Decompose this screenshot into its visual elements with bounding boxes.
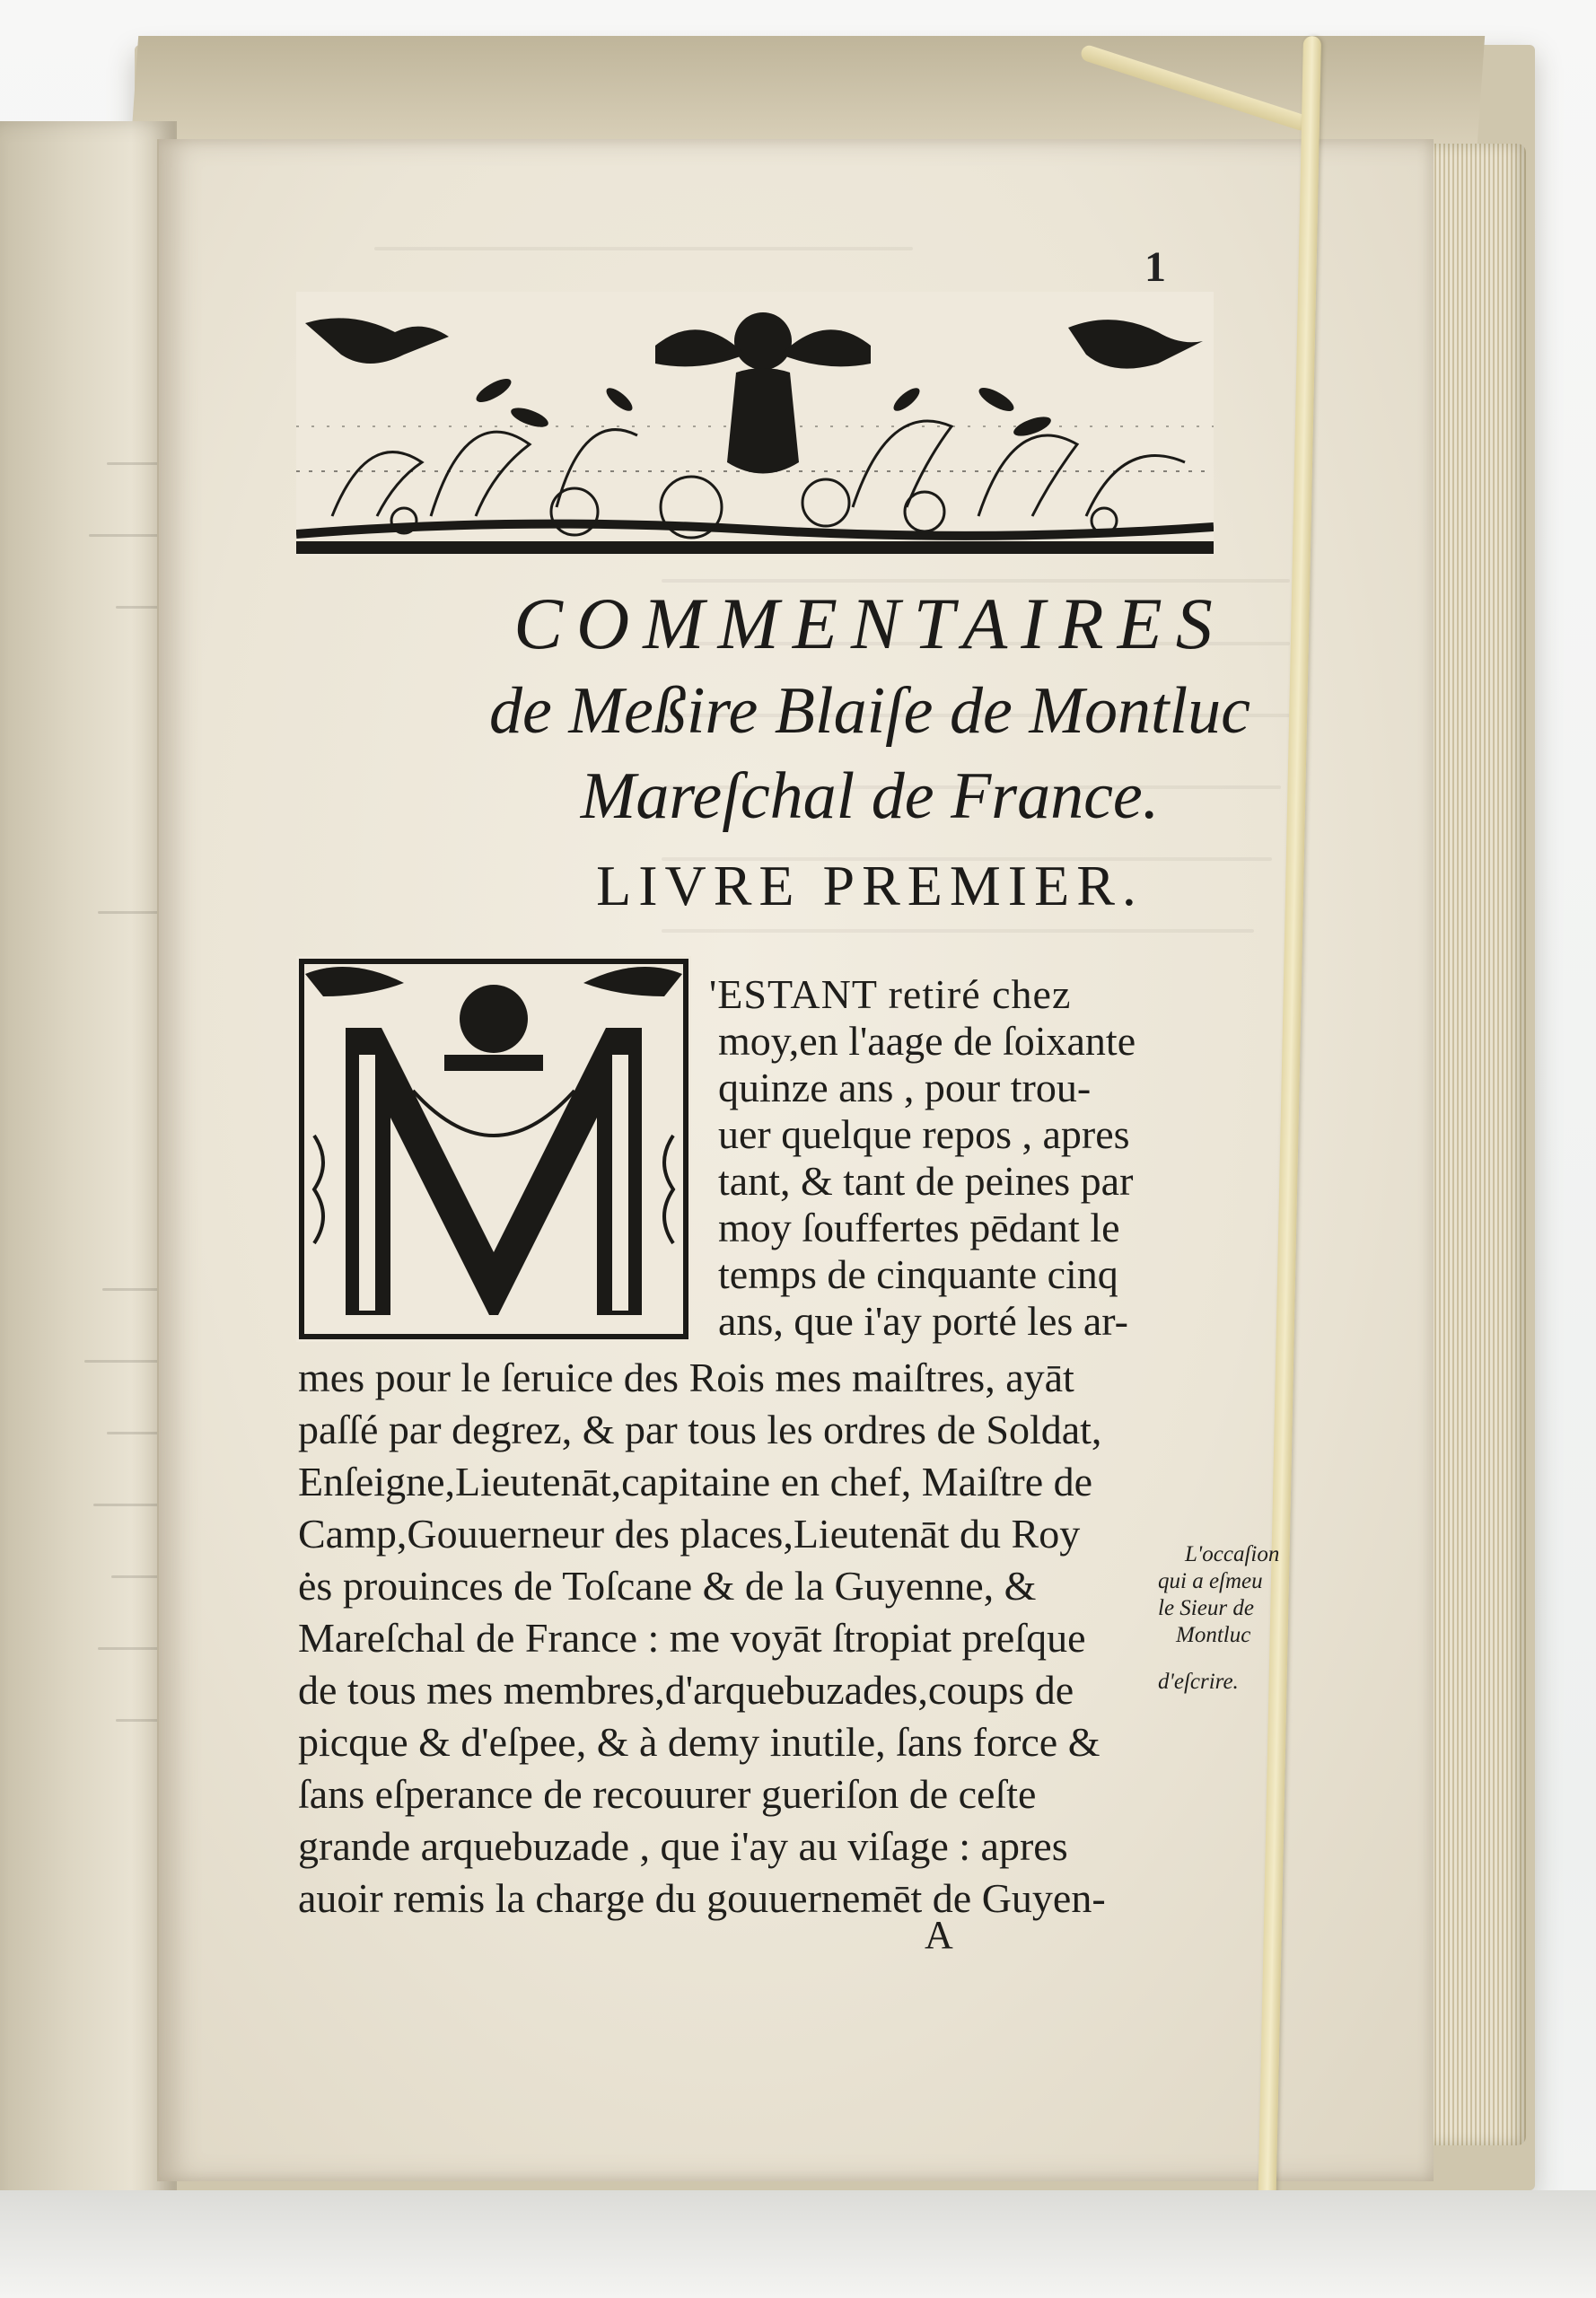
page-number: 1	[1144, 243, 1166, 291]
left-page	[0, 121, 177, 2213]
marginal-note-line: d'eſcrire.	[1158, 1670, 1239, 1694]
body-line: auoir remis la charge du gouuernemēt de Guyen-	[298, 1875, 1106, 1921]
body-line: mes pour le ſeruice des Rois mes maiſtres, ayāt	[298, 1355, 1074, 1400]
body-line: quinze ans , pour trou-	[718, 1065, 1092, 1110]
body-line: ans, que i'ay porté les ar-	[718, 1298, 1128, 1344]
body-line: moy,en l'aage de ſoixante	[718, 1018, 1136, 1064]
body-line: ės prouinces de Toſcane & de la Guyenne, &	[298, 1563, 1037, 1609]
body-line: tant, & tant de peines par	[718, 1158, 1134, 1204]
body-line: ſans eſperance de recouurer gueriſon de ceſte	[298, 1771, 1037, 1817]
book-top-edge	[131, 36, 1485, 144]
body-line: grande arquebuzade , que i'ay au viſage : apres	[298, 1823, 1068, 1869]
work-subtitle-rank: Mareſchal de France.	[580, 759, 1160, 833]
body-line: uer quelque repos , apres	[718, 1111, 1130, 1157]
show-through-line	[374, 247, 913, 250]
body-line: de tous mes membres,d'arquebuzades,coups de	[298, 1667, 1074, 1713]
woodcut-headpiece	[296, 292, 1214, 557]
work-title: COMMENTAIRES	[513, 583, 1226, 664]
body-line: 'ESTANT retiré chez	[709, 971, 1072, 1017]
body-line: paſſé par degrez, & par tous les ordres de Soldat,	[298, 1407, 1102, 1452]
decorated-initial-m	[296, 956, 691, 1342]
show-through-line	[662, 929, 1254, 933]
table-surface	[0, 2190, 1596, 2298]
body-line: Enſeigne,Lieutenāt,capitaine en chef, Maiſtre de	[298, 1459, 1093, 1504]
book-heading: LIVRE PREMIER.	[596, 854, 1144, 917]
work-subtitle-author: de Meßire Blaiſe de Montluc	[489, 674, 1250, 748]
marginal-note-line: Montluc	[1176, 1623, 1251, 1647]
body-line: Mareſchal de France : me voyāt ſtropiat preſque	[298, 1615, 1086, 1661]
body-line: temps de cinquante cinq	[718, 1251, 1118, 1297]
marginal-note-line: le Sieur de	[1158, 1596, 1254, 1620]
body-line: moy ſouffertes pēdant le	[718, 1205, 1120, 1250]
body-line: Camp,Gouuerneur des places,Lieutenāt du Roy	[298, 1511, 1081, 1557]
body-line: picque & d'eſpee, & à demy inutile, ſans force &	[298, 1719, 1101, 1765]
marginal-note-line: qui a eſmeu	[1158, 1569, 1263, 1593]
signature-mark: A	[925, 1913, 953, 1957]
marginal-note-line: L'occaſion	[1185, 1542, 1280, 1566]
